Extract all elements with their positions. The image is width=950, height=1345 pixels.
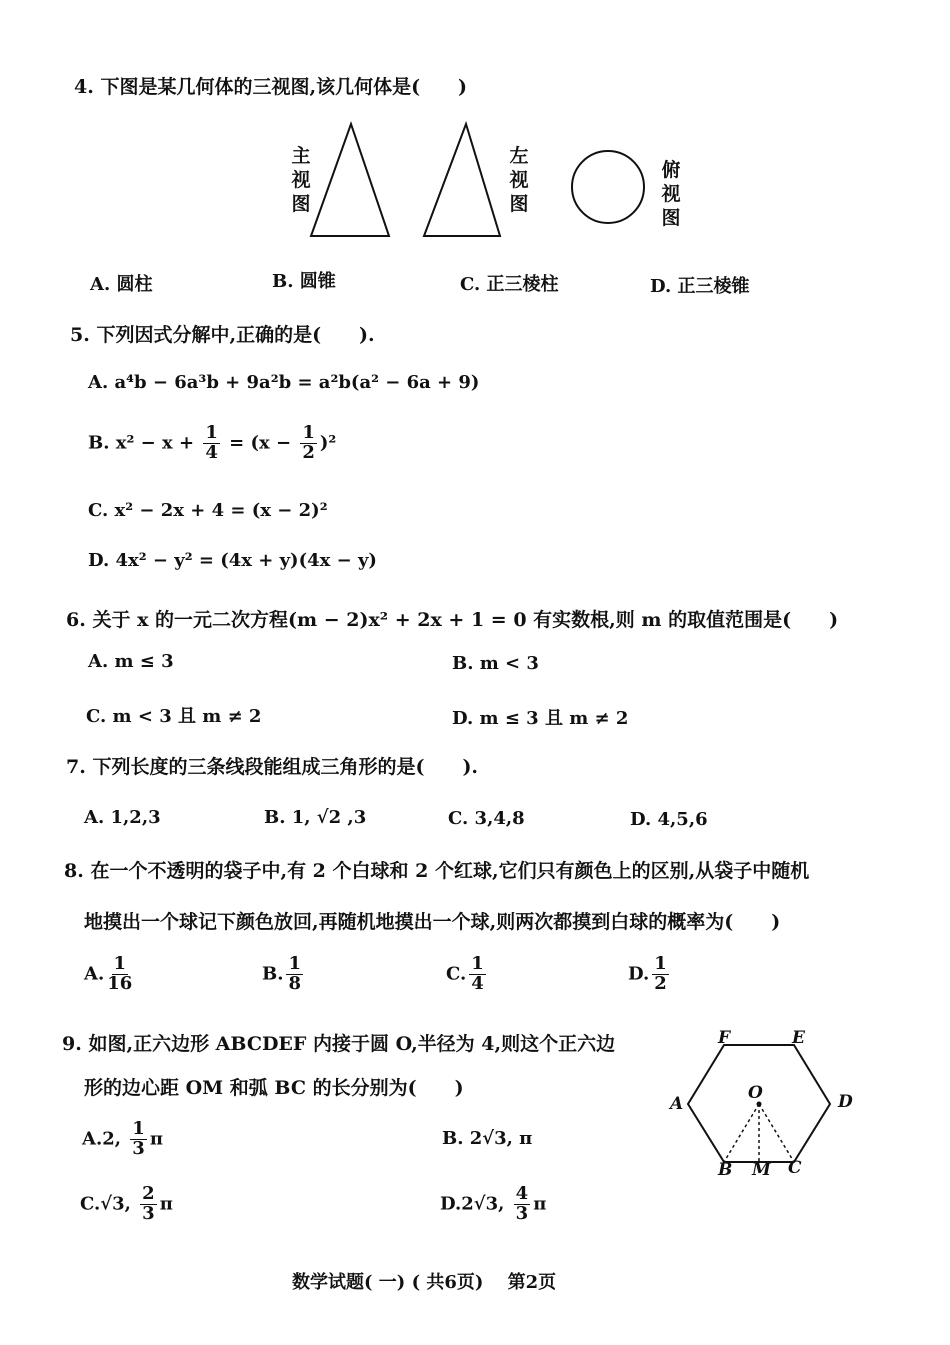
q7-option-c: C. 3,4,8 [448, 808, 525, 829]
q9-c-fraction [140, 1185, 157, 1224]
page-footer: 数学试题( 一) ( 共6页) 第2页 [292, 1272, 557, 1293]
q8-a-num: 1 [113, 953, 127, 974]
q9-c-post: π [159, 1193, 173, 1215]
q8-stem-line-1: 8. 在一个不透明的袋子中,有 2 个白球和 2 个红球,它们只有颜色上的区别,从袋子中随机 [64, 860, 810, 882]
q5-option-a: A. a⁴b − 6a³b + 9a²b = a²b(a² − 6a + 9) [88, 372, 480, 393]
vertex-label-a: A [670, 1094, 684, 1114]
q5-stem: 5. 下列因式分解中,正确的是( ). [70, 324, 375, 346]
q6-option-b: B. m < 3 [452, 653, 539, 674]
vertex-label-d: D [838, 1092, 853, 1112]
q9-c-label: C. [80, 1193, 101, 1215]
q8-d-num: 1 [654, 953, 667, 974]
left-view-label: 左 视 图 [509, 145, 529, 215]
q6-option-c: C. m < 3 且 m ≠ 2 [86, 706, 262, 727]
q5-b-frac1-den: 4 [205, 441, 218, 463]
vertex-label-f: F [718, 1028, 731, 1048]
q9-option-a [82, 1120, 163, 1159]
vertex-label-e: E [792, 1028, 805, 1048]
front-view-label: 主 视 图 [291, 145, 311, 215]
q5-option-c: C. x² − 2x + 4 = (x − 2)² [88, 500, 328, 521]
q8-a-label: A. [84, 963, 105, 985]
vertex-label-c: C [788, 1158, 802, 1178]
q9-a-pre: 2, [102, 1128, 128, 1150]
q9-c-num: 2 [142, 1183, 155, 1204]
top-view-label: 俯 视 图 [661, 159, 681, 229]
q8-stem-line-2: 地摸出一个球记下颜色放回,再随机地摸出一个球,则两次都摸到白球的概率为( ) [84, 911, 781, 933]
q5-b-end: )² [319, 432, 337, 454]
q8-a-fraction [107, 955, 132, 994]
q9-a-label: A. [82, 1128, 103, 1150]
q9-d-fraction [514, 1185, 531, 1224]
q9-option-d [440, 1185, 546, 1224]
center-label-o: O [748, 1083, 763, 1103]
q4-stem: 4. 下图是某几何体的三视图,该几何体是( ) [74, 76, 468, 98]
front-view-triangle [305, 120, 395, 242]
q6-option-d: D. m ≤ 3 且 m ≠ 2 [452, 708, 629, 729]
q9-d-num: 4 [515, 1183, 529, 1204]
q5-option-d: D. 4x² − y² = (4x + y)(4x − y) [88, 550, 377, 571]
q8-d-fraction [652, 955, 669, 994]
q7-stem: 7. 下列长度的三条线段能组成三角形的是( ). [66, 756, 479, 778]
q8-b-num: 1 [288, 953, 302, 974]
q5-b-fraction-1 [203, 424, 220, 463]
q7-option-a: A. 1,2,3 [84, 807, 161, 828]
left-view-triangle [418, 120, 508, 242]
q9-d-pre: 2√3, [461, 1193, 511, 1215]
q7-option-b: B. 1, √2 ,3 [264, 807, 367, 828]
q9-stem-line-1: 9. 如图,正六边形 ABCDEF 内接于圆 O,半径为 4,则这个正六边 [62, 1033, 616, 1055]
q5-option-b [88, 424, 336, 463]
q8-option-b [262, 955, 306, 994]
q5-b-fraction-2 [300, 424, 317, 463]
q5-b-frac2-den: 2 [302, 441, 315, 463]
q8-b-den: 8 [288, 972, 302, 994]
q9-option-b [442, 1128, 532, 1149]
q5-b-frac1-num: 1 [205, 422, 218, 443]
segment-ob [724, 1104, 759, 1162]
q8-b-label: B. [262, 963, 284, 985]
q5-b-lhs: x² − x + [115, 432, 201, 454]
q8-option-a [84, 955, 135, 994]
q8-c-den: 4 [471, 972, 484, 994]
q9-b-value: 2√3, π [469, 1128, 533, 1149]
q6-option-a: A. m ≤ 3 [88, 651, 174, 672]
q8-d-den: 2 [654, 972, 667, 994]
q5-b-frac2-num: 1 [302, 422, 315, 443]
q8-c-fraction [469, 955, 486, 994]
q9-d-post: π [533, 1193, 547, 1215]
q8-option-c [446, 955, 489, 994]
q9-a-post: π [149, 1128, 164, 1150]
q9-c-pre: √3, [100, 1193, 138, 1215]
q9-a-fraction [130, 1120, 147, 1159]
q8-option-d [628, 955, 672, 994]
q6-stem: 6. 关于 x 的一元二次方程(m − 2)x² + 2x + 1 = 0 有实数根,则 m 的取值范围是( ) [66, 609, 839, 631]
q8-c-label: C. [446, 963, 467, 985]
q8-c-num: 1 [471, 953, 484, 974]
q7-option-d: D. 4,5,6 [630, 809, 708, 830]
q5-b-label: B. [88, 432, 110, 454]
q9-stem-line-2: 形的边心距 OM 和弧 BC 的长分别为( ) [84, 1077, 464, 1099]
q4-option-b: B. 圆锥 [272, 271, 336, 292]
q5-b-mid: = (x − [222, 432, 298, 454]
q9-c-den: 3 [142, 1202, 155, 1224]
q8-b-fraction [286, 955, 303, 994]
q9-b-label: B. [442, 1128, 464, 1149]
q8-a-den: 16 [107, 972, 133, 994]
top-view-circle [568, 146, 648, 228]
q4-option-a: A. 圆柱 [90, 274, 153, 295]
q9-d-label: D. [440, 1193, 462, 1215]
q8-d-label: D. [628, 963, 650, 985]
q4-option-d: D. 正三棱锥 [650, 276, 750, 297]
q9-d-den: 3 [515, 1202, 529, 1224]
segment-oc [759, 1104, 794, 1162]
point-label-m: M [752, 1160, 771, 1180]
q9-option-c [80, 1185, 173, 1224]
vertex-label-b: B [718, 1160, 733, 1180]
q9-a-num: 1 [132, 1118, 145, 1139]
q4-option-c: C. 正三棱柱 [460, 274, 559, 295]
q9-a-den: 3 [132, 1137, 145, 1159]
